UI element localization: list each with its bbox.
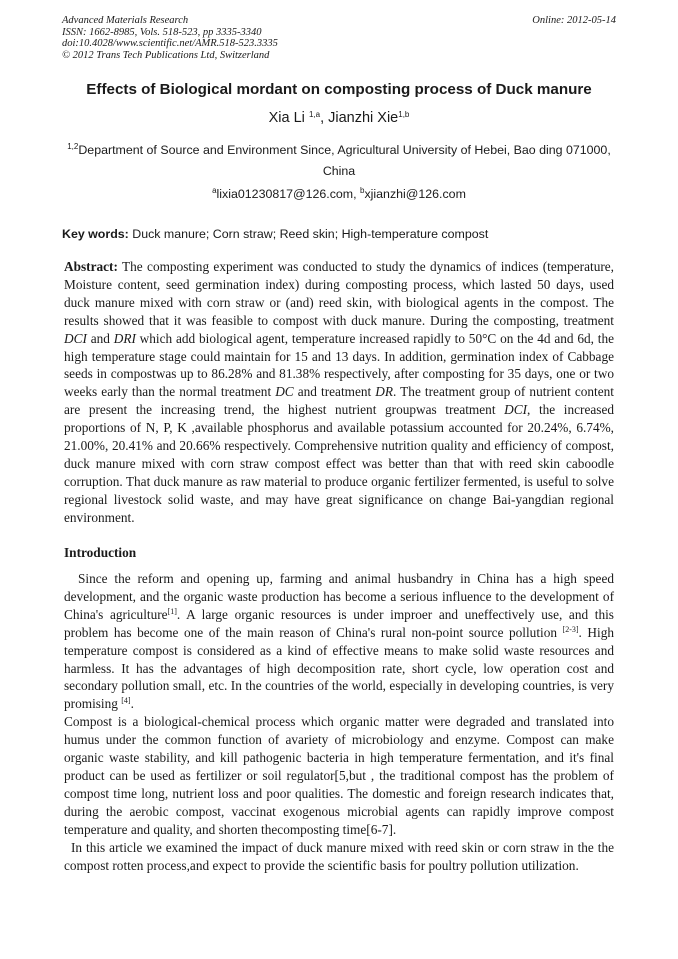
email-superscript: b — [360, 186, 365, 195]
intro-text: . High temperature compost is considered as a kind of effective means to make solid waste resources and harmless. It has the advantages of high decomposition rate, short cycle, low operation cost and secondary pollution small, etc. In the countries of the world, especially in developing countries, is very promising — [64, 624, 614, 712]
copyright-line: © 2012 Trans Tech Publications Ltd, Switzerland — [62, 49, 270, 61]
abstract-label: Abstract: — [64, 259, 118, 274]
author-superscript: 1,b — [398, 110, 410, 119]
online-date: Online: 2012-05-14 — [532, 15, 616, 26]
author-line — [40, 110, 638, 126]
journal-name: Advanced Materials Research — [62, 15, 189, 26]
citation: [1] — [167, 606, 177, 616]
intro-text: . — [130, 696, 134, 712]
email-superscript: a — [212, 186, 217, 195]
citation: [2-3] — [562, 624, 579, 634]
email-line — [62, 187, 616, 201]
section-heading-introduction: Introduction — [64, 545, 137, 560]
abstract-paragraph — [64, 258, 614, 527]
author-superscript: 1,a — [308, 110, 321, 119]
author-name: Jianzhi Xie — [328, 110, 399, 126]
author-name: Xia Li — [268, 110, 305, 126]
abstract — [64, 258, 614, 527]
email-link[interactable]: lixia01230817@126.com — [216, 187, 354, 201]
intro-text: . A large organic resources is under improer and uneffectively use, and this problem has become one of the main reason of China's rural non-point source pollution — [64, 606, 614, 640]
affiliation — [62, 140, 616, 182]
intro-paragraph: In this article we examined the impact of duck manure mixed with reed skin or corn straw in the the compost rotten process,and expect to provide the scientific basis for poultry pollution utilization. — [64, 839, 614, 873]
citation: [4] — [121, 696, 131, 706]
intro-paragraph: Compost is a biological-chemical process which organic matter were degraded and translated into humus under the common function of avariety of microbiology and enzyme. Compost can make organic waste stability, and kill pathogenic bacteria in high temperature fermentation, and it's final product can be used as fertilizer or soil regulator[5,but , the traditional compost has the problem of compost time long, nutrient loss and poor qualities. The domestic and foreign research indicates that, during the aerobic compost, vaccinat exogenous microbial agents can rapidly improve compost temperature and quality, and shorten thecomposting time[6-7]. — [64, 714, 614, 837]
abstract-text: The composting experiment was conducted to study the dynamics of indices (temperature, Moisture content, seed germination index) during composting process, which lasted 50 days, used duck manure mixed with corn straw or (and) reed skin, with biological agents in the compost. The results showed that it was feasible to compost with duck manure. During the composting, treatment — [64, 259, 614, 328]
affiliation-text: Department of Source and Environment Since, Agricultural University of Hebei, Bao ding 071000, China — [78, 143, 611, 178]
author-separator: , — [320, 110, 329, 126]
email-link[interactable]: xjianzhi@126.com — [364, 187, 466, 201]
journal-header — [62, 15, 616, 61]
treatment-code: DC — [275, 384, 294, 400]
treatment-code: DCI — [504, 402, 528, 418]
email-separator: , — [353, 187, 361, 201]
treatment-code: DCI — [64, 330, 87, 346]
paper-title: Effects of Biological mordant on composting process of Duck manure — [86, 81, 592, 98]
treatment-code: DR — [375, 384, 394, 400]
intro-text: Since the reform and opening up, farming and animal husbandry in China has a high speed development, and the organic waste production has become a serious influence to the development of China's agriculture — [64, 571, 614, 622]
keywords-label: Key words: — [62, 227, 129, 241]
intro-paragraph — [64, 570, 614, 713]
treatment-code: DRI — [113, 330, 136, 346]
keywords — [62, 227, 616, 241]
abstract-text: and — [86, 330, 114, 346]
abstract-text: . The treatment group of nutrient content are present the increasing trend, the highest nutrient groupwas treatment — [64, 384, 614, 418]
doi-line: doi:10.4028/www.scientific.net/AMR.518-523.3335 — [62, 38, 278, 50]
issn-line: ISSN: 1662-8985, Vols. 518-523, pp 3335-3340 — [62, 26, 262, 38]
introduction-body — [64, 570, 614, 874]
affiliation-superscript: 1,2 — [67, 142, 79, 151]
abstract-text: and treatment — [293, 384, 376, 400]
abstract-text: which add biological agent, temperature increased rapidly to 50°C on the 4d and 6d, the high temperature stage could maintain for 15 and 13 days. In addition, germination index of Cabbage seeds in compostwas up to 86.28% and 81.38% respectively, after composting for 35 days, one or two weeks early than the normal treatment — [64, 330, 614, 400]
abstract-text: , the increased proportions of N, P, K ,available phosphorus and available potassium accounted for 20.24%, 6.74%, 21.00%, 20.41% and 20.66% respectively. Comprehensive nutrition quality and efficiency of compost, duck manure mixed with corn straw compost effect was better than that with reed skin caboodle corruption. That duck manure as raw material to produce organic fertilizer fermented, is useful to solve regional livestock solid waste, and may have great significance on change Bai-yangdian regional environment. — [64, 402, 615, 525]
keywords-text: Duck manure; Corn straw; Reed skin; High-temperature compost — [128, 227, 489, 241]
